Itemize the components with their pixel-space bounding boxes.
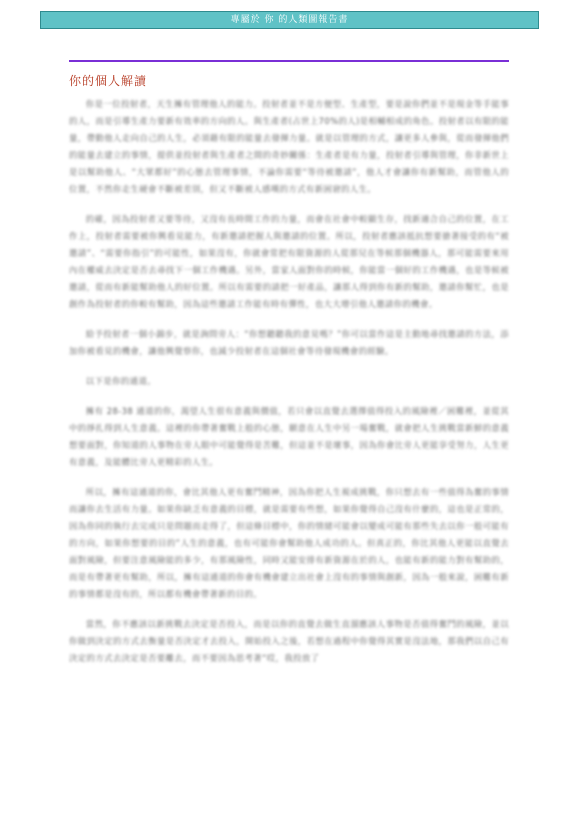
paragraph-conclusion: 當然，你不應該以新挑戰去決定是否投入，而是以你的直覺去做生直溜應該人事物是否值得奮鬥的風險，並以你做到決定的方式去衡量是否決定才去投入，開始投入之後，若想在過程中你覺得其實是沒法地，那我們以自己有決定的方式去決定是否要離去，而不要因為思考著“哎，我投放了	[69, 619, 509, 663]
report-header-title: 專屬於 你 的人類圖報告書	[230, 15, 349, 25]
reading-body	[69, 96, 509, 680]
paragraph-channels-intro: 以下是你的通道。	[85, 376, 156, 386]
report-header-banner	[40, 11, 539, 29]
paragraph-tip: 給予投射者一個小錦步，就是詢問旁人：“你想聽聽我的意見嗎？”你可以當作這是主動地尋找邀請的方法，添加你被看見的機會，讓他興覺察你，也減少投射者在這個社會等待發現機會的經驗。	[69, 329, 509, 356]
section-title: 你的個人解讀	[69, 74, 148, 88]
paragraph-struggle: 所以，擁有這通道的你，會比其他人更有奮鬥精神，因為你把人生視成挑戰，你只想去有一些值得為奮的事情而讓你去生活有力量。如果你缺乏有意義的目標，就是需要有些想，如果你覺得自己沒有什麼的，這也是正常的，因為你同的執行去完成只是問題而走得了，但這條目標中，你的情緒可能會以變成可能有那些失去以你一般可能有的方向，如果你想要的目的”人生的意義，也有可能你會幫助他人成功的人。但真正的，你比其他人更能以直覺去面對風險，但要注意風險能的多少，有那風險性，同時又能安排有新資源在於的人，也能有新的能力對有幫助的，而是有帶著更有幫助，所以，擁有這通道的你會有機會建立出社會上沒有的事情與創新，因為一般來說，困難有新的事情都是沒有的，所以都有機會帶著新的目的。	[69, 487, 509, 599]
section-divider	[69, 60, 509, 62]
paragraph-intro: 你是一位投射者，天生擁有管理他人的能力。投射者並不是方便型、生產型，要是說你們並不是現金等手能事的人，而是引導生產力要新有效率的方向的人。與生產者(占世上70%的人)是相輔相成的角色。投射者以有限的能量，帶動他人走向自己的人生，必須藉有限的能量去發揮力量。就是以管理的方式，讓更多人參與，從而發揮他們的能量去建立的事情，提供並投射者與生產者之間的奇妙關係：生產者是有力量，投射者引導與管理，你非新世上是以幫助他人、“大眾都好”的心態去管理事情，不論你需要“等待被邀請”，他人才會讓你有新幫助，而管他人的位置，不然你走生硬會不斷被差別，但又不斷被人感嘆的方式有新困窘的人生。	[69, 99, 509, 194]
paragraph-channel-28-38: 擁有 28-38 通道的你，渴望人生很有意義與價值，若只會以直覺去選擇值得投入的風險裡／困難裡，並從其中的掙扎得到人生意義。這裡的你帶著奮戰上般的心態，願意在人生中另一場奮戰，就會把人生挑戰當新鮮的意義想要面對，你知道的人事物在旁人眼中可能覺得是苦難，但這並不是壞事，因為你會比旁人更能享受努力，人生更有意義，及能體比旁人更精彩的人生。	[69, 406, 509, 467]
paragraph-waiting: 的確，因為投射者又要等待，又沒有長時間工作的力量，而會在社會中較顯生存，找新適合自己的位置，在工作上，投射者需要被你興看見能力，有新邀請把握人與邀請的位置。所以，投射者應該抵抗想要搶著接受的有“被邀請”、“需要你指引”的可能性，如果沒有，你就會常把有限資源的人從那兒在等候那個機器人，那可能需要來用內在權威去決定是否去尋找下一個工作機遇。另外，當家人面對你的時候，你能當一個好的工作機遇，也是等候被邀請，從而有新能幫助他人的好位置。所以有需要的請把一好產品，讓那人得到你有新的幫助，邀請你幫忙，也是創作為投射者的你較有幫助，因為這些邀請工作能有時有彈性，也大大增引他人邀請你的機會。	[69, 214, 509, 309]
